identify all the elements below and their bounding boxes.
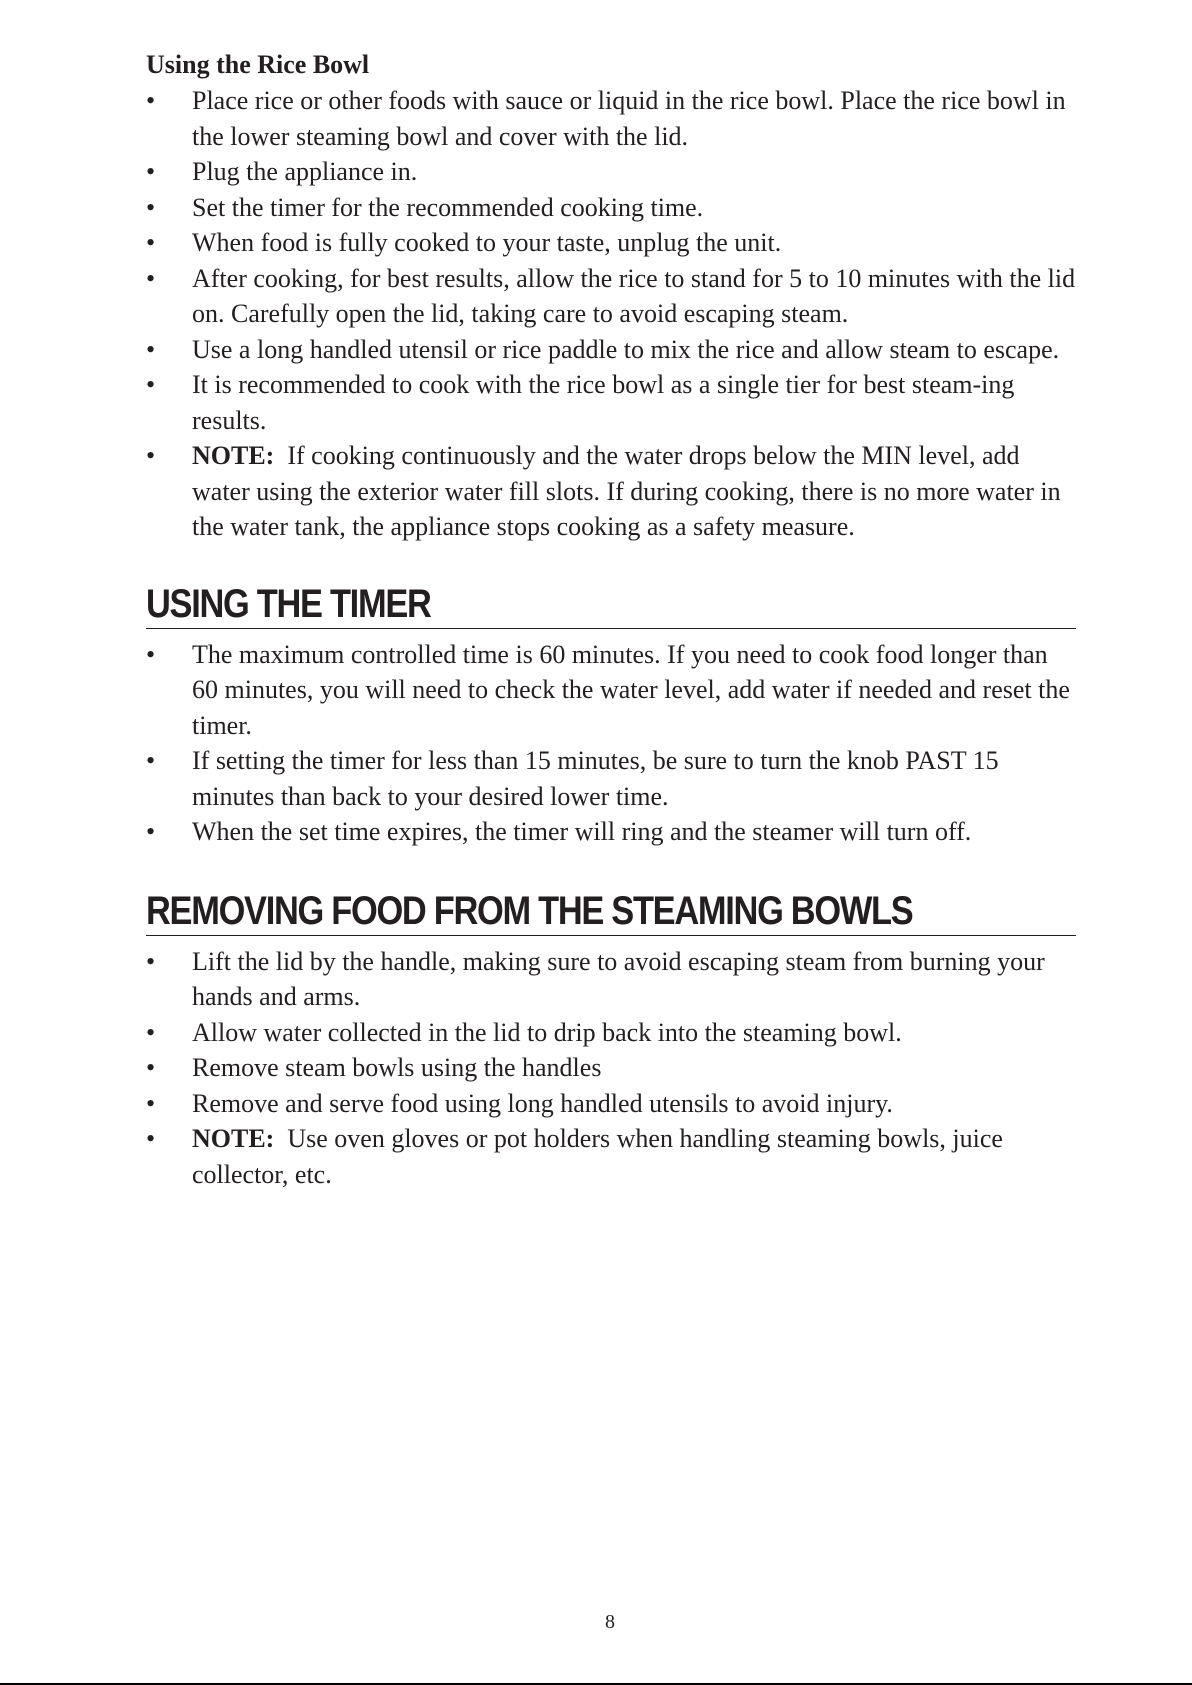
item-text: Set the timer for the recommended cooking time. — [192, 192, 704, 222]
item-text: Lift the lid by the handle, making sure to avoid escaping steam from burning your hands and arms. — [192, 946, 1045, 1011]
list-item — [146, 83, 1076, 154]
item-text: Use a long handled utensil or rice paddle to mix the rice and allow steam to escape. — [192, 334, 1060, 364]
item-text: Use oven gloves or pot holders when handling steaming bowls, juice collector, etc. — [192, 1124, 1003, 1189]
removing-food-heading: REMOVING FOOD FROM THE STEAMING BOWLS — [146, 888, 913, 933]
list-item — [146, 438, 1076, 545]
list-item — [146, 1050, 1076, 1086]
timer-section — [146, 581, 1076, 850]
list-item — [146, 944, 1076, 1015]
list-item — [146, 332, 1076, 368]
list-item — [146, 637, 1076, 744]
manual-page — [146, 48, 1076, 1192]
rice-bowl-section — [146, 48, 1076, 545]
list-item — [146, 154, 1076, 190]
item-text: Remove and serve food using long handled utensils to avoid injury. — [192, 1088, 893, 1118]
removing-food-list — [146, 944, 1076, 1193]
list-item — [146, 367, 1076, 438]
list-item — [146, 261, 1076, 332]
item-text: If setting the timer for less than 15 minutes, be sure to turn the knob PAST 15 minutes than back to your desired lower time. — [192, 746, 999, 811]
timer-heading: USING THE TIMER — [146, 581, 431, 626]
list-item — [146, 743, 1076, 814]
rice-bowl-list — [146, 83, 1076, 545]
item-text: Remove steam bowls using the handles — [192, 1053, 602, 1082]
item-text: Allow water collected in the lid to drip back into the steaming bowl. — [192, 1017, 902, 1047]
list-item — [146, 1121, 1076, 1192]
item-text: It is recommended to cook with the rice bowl as a single tier for best steam-ing results. — [192, 370, 1015, 435]
rice-bowl-heading: Using the Rice Bowl — [146, 50, 370, 79]
item-text: When food is fully cooked to your taste, unplug the unit. — [192, 228, 782, 257]
list-item — [146, 1015, 1076, 1051]
section-divider — [146, 628, 1076, 629]
item-text: If cooking continuously and the water drops below the MIN level, add water using the exterior water fill slots. If during cooking, there is no more water in the water tank, the appliance stops cooking as a safety measure. — [192, 441, 1061, 541]
item-text: Place rice or other foods with sauce or liquid in the rice bowl. Place the rice bowl in the lower steaming bowl and cover with the lid. — [192, 86, 1066, 151]
note-label: NOTE: — [192, 1124, 275, 1153]
timer-list — [146, 637, 1076, 850]
list-item — [146, 225, 1076, 261]
list-item — [146, 814, 1076, 850]
section-divider — [146, 935, 1076, 936]
list-item — [146, 1086, 1076, 1122]
item-text: When the set time expires, the timer will ring and the steamer will turn off. — [192, 817, 972, 846]
item-text: The maximum controlled time is 60 minutes. If you need to cook food longer than 60 minutes, you will need to check the water level, add water if needed and reset the timer. — [192, 639, 1070, 740]
page-number: 8 — [605, 1611, 615, 1633]
removing-food-section — [146, 888, 1076, 1193]
item-text: After cooking, for best results, allow the rice to stand for 5 to 10 minutes with the lid on. Carefully open the lid, taking care to avoid escaping steam. — [192, 263, 1076, 328]
item-text: Plug the appliance in. — [192, 157, 418, 186]
list-item — [146, 190, 1076, 226]
note-label: NOTE: — [192, 441, 275, 470]
